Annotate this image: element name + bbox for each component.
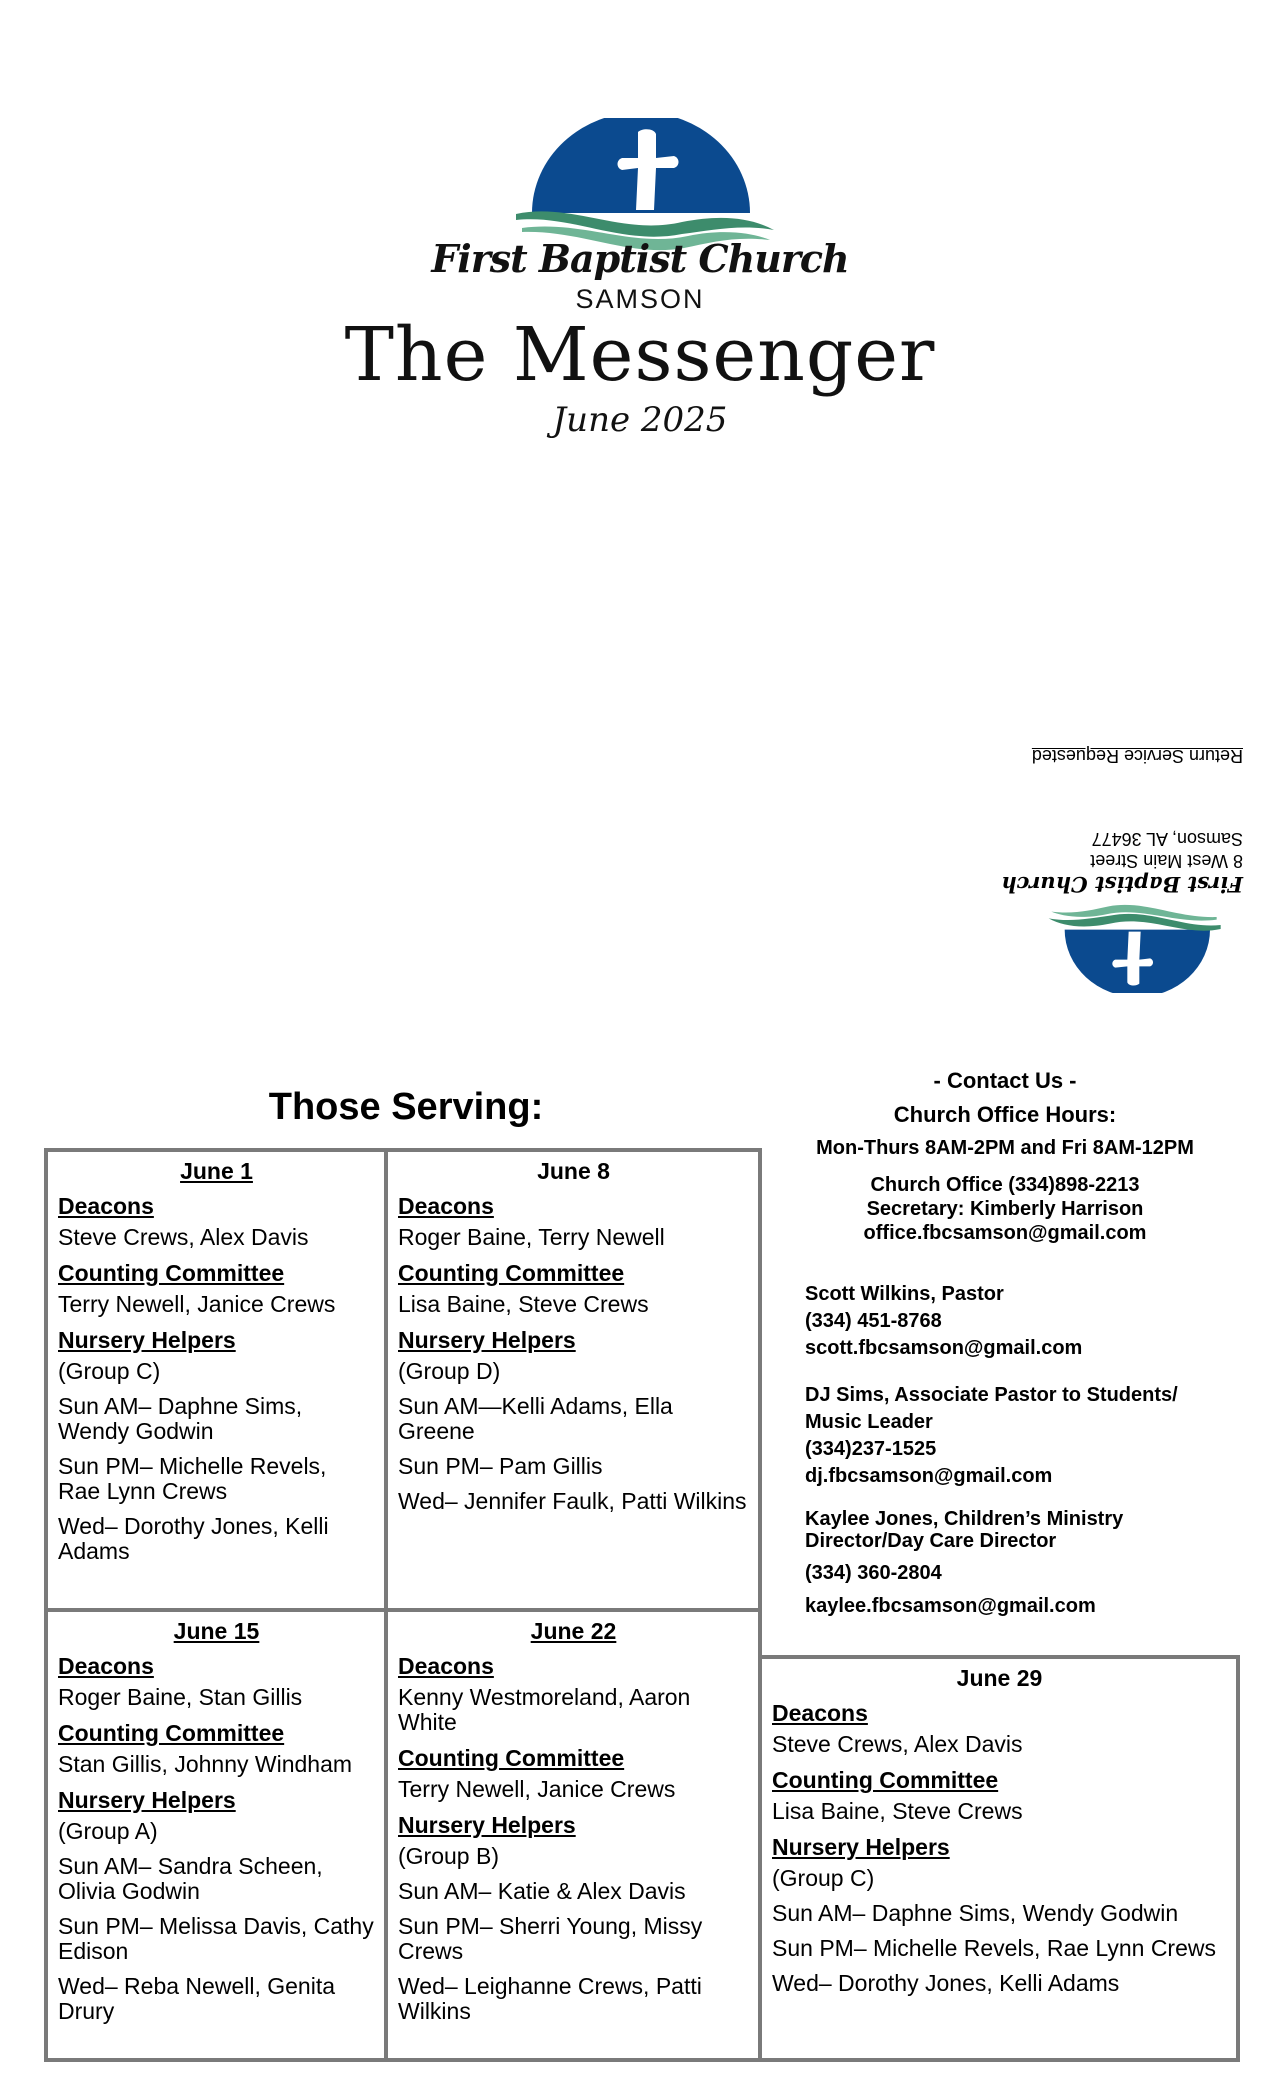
nursery-wed: Wed– Reba Newell, Genita Drury — [58, 1973, 335, 2024]
counting-names: Lisa Baine, Steve Crews — [398, 1291, 649, 1317]
mailing-city: Samson, AL 36477 — [1091, 829, 1243, 849]
staff-email[interactable]: dj.fbcsamson@gmail.com — [805, 1465, 1053, 1487]
nursery-group: (Group C) — [772, 1865, 875, 1891]
church-name: First Baptist Church — [431, 236, 849, 281]
office-hours: Mon-Thurs 8AM-2PM and Fri 8AM-12PM — [816, 1137, 1194, 1159]
deacons-label: Deacons — [772, 1700, 868, 1726]
contact-heading: - Contact Us - — [933, 1068, 1077, 1093]
nursery-sun-pm: Sun PM– Sherri Young, Missy Crews — [398, 1913, 703, 1964]
counting-label: Counting Committee — [398, 1745, 625, 1771]
nursery-wed: Wed– Leighanne Crews, Patti Wilkins — [398, 1973, 702, 2024]
deacons-names: Steve Crews, Alex Davis — [58, 1224, 309, 1250]
counting-label: Counting Committee — [398, 1260, 625, 1286]
office-email[interactable]: office.fbcsamson@gmail.com — [863, 1222, 1147, 1244]
counting-names: Terry Newell, Janice Crews — [58, 1291, 336, 1317]
week-date: June 15 — [173, 1618, 260, 1644]
mailing-street: 8 West Main Street — [1090, 851, 1243, 871]
staff-pastor — [805, 1281, 1225, 1362]
deacons-names: Roger Baine, Terry Newell — [398, 1224, 665, 1250]
nursery-group: (Group B) — [398, 1843, 499, 1869]
nursery-label: Nursery Helpers — [58, 1787, 236, 1813]
nursery-sun-am: Sun AM– Daphne Sims, Wendy Godwin — [772, 1900, 1179, 1926]
nursery-group: (Group A) — [58, 1818, 158, 1844]
nursery-sun-pm: Sun PM– Pam Gillis — [398, 1453, 603, 1479]
staff-associate-pastor — [805, 1382, 1205, 1490]
nursery-label: Nursery Helpers — [772, 1834, 950, 1860]
nursery-sun-pm: Sun PM– Michelle Revels, Rae Lynn Crews — [772, 1935, 1216, 1961]
secretary: Secretary: Kimberly Harrison — [866, 1198, 1144, 1220]
serving-title: Those Serving: — [268, 1086, 544, 1128]
deacons-names: Steve Crews, Alex Davis — [772, 1731, 1023, 1757]
nursery-sun-am: Sun AM– Sandra Scheen, Olivia Godwin — [58, 1853, 323, 1904]
deacons-names: Roger Baine, Stan Gillis — [58, 1684, 303, 1710]
counting-label: Counting Committee — [772, 1767, 999, 1793]
week-date: June 29 — [956, 1665, 1043, 1691]
nursery-wed: Wed– Dorothy Jones, Kelli Adams — [58, 1513, 329, 1564]
week-box-june-22 — [384, 1608, 762, 2062]
staff-phone: (334) 360-2804 — [805, 1562, 942, 1584]
staff-email[interactable]: scott.fbcsamson@gmail.com — [805, 1337, 1083, 1359]
nursery-group: (Group C) — [58, 1358, 161, 1384]
deacons-label: Deacons — [398, 1653, 494, 1679]
week-box-june-1 — [44, 1148, 388, 1612]
nursery-group: (Group D) — [398, 1358, 501, 1384]
nursery-wed: Wed– Jennifer Faulk, Patti Wilkins — [398, 1488, 747, 1514]
counting-names: Terry Newell, Janice Crews — [398, 1776, 676, 1802]
nursery-sun-pm: Sun PM– Melissa Davis, Cathy Edison — [58, 1913, 374, 1964]
counting-names: Stan Gillis, Johnny Windham — [58, 1751, 353, 1777]
newsletter-title: The Messenger — [344, 312, 936, 398]
week-box-june-15 — [44, 1608, 388, 2062]
week-date: June 1 — [180, 1158, 253, 1184]
mailing-church-name: First Baptist Church — [1001, 872, 1243, 897]
deacons-label: Deacons — [58, 1193, 154, 1219]
nursery-label: Nursery Helpers — [58, 1327, 236, 1353]
staff-email[interactable]: kaylee.fbcsamson@gmail.com — [805, 1595, 1096, 1617]
week-box-june-29 — [758, 1655, 1240, 2062]
week-date: June 8 — [537, 1158, 610, 1184]
counting-label: Counting Committee — [58, 1260, 285, 1286]
nursery-sun-pm: Sun PM– Michelle Revels, Rae Lynn Crews — [58, 1453, 327, 1504]
nursery-wed: Wed– Dorothy Jones, Kelli Adams — [772, 1970, 1120, 1996]
staff-name: Scott Wilkins, Pastor — [805, 1283, 1004, 1305]
nursery-label: Nursery Helpers — [398, 1327, 576, 1353]
office-phone: Church Office (334)898-2213 — [870, 1174, 1140, 1196]
week-date: June 22 — [530, 1618, 617, 1644]
return-service: Return Service Requested — [1031, 746, 1243, 766]
office-hours-title: Church Office Hours: — [893, 1102, 1117, 1127]
staff-name: Kaylee Jones, Children’s Ministry Director/Day Care Director — [805, 1508, 1124, 1552]
counting-label: Counting Committee — [58, 1720, 285, 1746]
deacons-names: Kenny Westmoreland, Aaron White — [398, 1684, 691, 1735]
mailing-logo — [1035, 893, 1225, 993]
nursery-sun-am: Sun AM– Katie & Alex Davis — [398, 1878, 686, 1904]
staff-name: DJ Sims, Associate Pastor to Students/ Music Leader — [805, 1384, 1178, 1433]
issue-date: June 2025 — [552, 400, 728, 440]
nursery-sun-am: Sun AM– Daphne Sims, Wendy Godwin — [58, 1393, 303, 1444]
counting-names: Lisa Baine, Steve Crews — [772, 1798, 1023, 1824]
staff-phone: (334) 451-8768 — [805, 1310, 942, 1332]
staff-phone: (334)237-1525 — [805, 1438, 937, 1460]
staff-childrens-director — [805, 1508, 1205, 1618]
church-town: SAMSON — [575, 284, 705, 314]
week-box-june-8 — [384, 1148, 762, 1612]
deacons-label: Deacons — [58, 1653, 154, 1679]
deacons-label: Deacons — [398, 1193, 494, 1219]
nursery-label: Nursery Helpers — [398, 1812, 576, 1838]
nursery-sun-am: Sun AM—Kelli Adams, Ella Greene — [398, 1393, 673, 1444]
mailing-block — [975, 742, 1243, 1037]
